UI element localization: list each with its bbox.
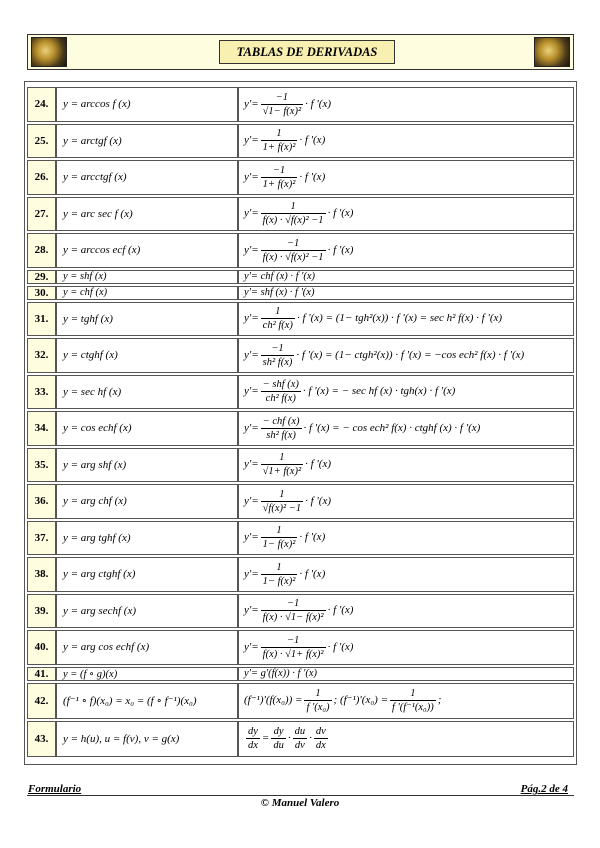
derivative-cell bbox=[238, 270, 574, 284]
fraction-denominator: dx bbox=[315, 740, 326, 751]
derivative-lhs: y'= bbox=[244, 640, 259, 653]
function-cell: y = arg chf (x) bbox=[56, 484, 238, 519]
derivative-rhs: · f '(x) bbox=[299, 170, 326, 183]
derivative-cell bbox=[238, 448, 574, 483]
derivative-rhs: · f '(x) bbox=[327, 243, 354, 256]
table-row bbox=[27, 302, 574, 337]
function-cell: y = arg tghf (x) bbox=[56, 521, 238, 556]
fraction bbox=[261, 488, 303, 515]
row-number: 24. bbox=[27, 87, 56, 122]
fraction-denominator: 1+ f(x)² bbox=[262, 142, 296, 154]
fraction-numerator: 1 bbox=[261, 127, 298, 141]
fraction-denominator: dv bbox=[294, 740, 305, 751]
fraction bbox=[261, 342, 295, 369]
fraction-denominator: f(x) · √1+ f(x)² bbox=[262, 648, 324, 660]
fraction-numerator: −1 bbox=[261, 342, 295, 356]
derivative-text: y'= chf (x) · f '(x) bbox=[244, 271, 316, 282]
fraction-denominator: f(x) · √f(x)² −1 bbox=[262, 251, 324, 263]
derivative-rhs: · f '(x) bbox=[299, 567, 326, 580]
function-cell: y = arctgf (x) bbox=[56, 124, 238, 159]
derivative-lhs: y'= bbox=[244, 134, 259, 147]
row-number: 43. bbox=[27, 721, 56, 757]
derivative-rhs: · f '(x) = − sec hf (x) · tgh(x) · f '(x) bbox=[302, 385, 456, 398]
fraction-denominator: 1− f(x)² bbox=[262, 539, 296, 551]
function-cell: y = (f ∘ g)(x) bbox=[56, 667, 238, 681]
table-row bbox=[27, 375, 574, 410]
fraction-numerator: −1 bbox=[261, 91, 303, 105]
row-number: 35. bbox=[27, 448, 56, 483]
fraction-numerator: 1 bbox=[261, 561, 298, 575]
fraction-numerator: −1 bbox=[261, 634, 326, 648]
fraction bbox=[261, 415, 302, 442]
fraction bbox=[390, 687, 436, 714]
fraction-numerator: dy bbox=[248, 726, 258, 737]
derivative-lhs: y'= bbox=[244, 458, 259, 471]
page-title bbox=[219, 40, 395, 64]
function-cell: y = arg sechf (x) bbox=[56, 594, 238, 629]
function-cell: y = arcctgf (x) bbox=[56, 160, 238, 195]
derivative-lhs: y'= bbox=[244, 421, 259, 434]
function-cell: y = ctghf (x) bbox=[56, 338, 238, 373]
table-row bbox=[27, 557, 574, 592]
derivative-lhs: y'= bbox=[244, 170, 259, 183]
derivative-rhs: · f '(x) bbox=[305, 97, 331, 110]
derivative-lhs: y'= bbox=[244, 567, 259, 580]
header-decoration-left bbox=[31, 37, 67, 67]
derivative-cell: $\frac{dy}{dx}$ = $\frac{dy}{du}$ · $\frac{du}{dv}$ · $\frac{dv}{dx}$ bbox=[238, 721, 574, 757]
derivative-cell bbox=[238, 302, 574, 337]
fraction-denominator: dx bbox=[248, 740, 258, 751]
table-row bbox=[27, 594, 574, 629]
fraction bbox=[261, 634, 326, 661]
derivative-rhs: · f '(x) bbox=[327, 640, 354, 653]
table-row bbox=[27, 338, 574, 373]
row-number: 40. bbox=[27, 630, 56, 665]
row-number: 41. bbox=[27, 667, 56, 681]
fraction-denominator: √1+ f(x)² bbox=[262, 466, 302, 478]
page-title-text: TABLAS DE DERIVADAS bbox=[236, 45, 378, 59]
footer-divider bbox=[27, 795, 574, 796]
fraction-numerator: dv bbox=[315, 726, 326, 737]
derivative-cell bbox=[238, 484, 574, 519]
derivative-cell bbox=[238, 521, 574, 556]
derivative-lhs: y'= bbox=[244, 312, 259, 325]
row-number: 34. bbox=[27, 411, 56, 446]
fraction-denominator: ch² f(x) bbox=[262, 320, 293, 332]
table-row bbox=[27, 521, 574, 556]
row-number: 26. bbox=[27, 160, 56, 195]
derivative-lhs: y'= bbox=[244, 604, 259, 617]
table-row bbox=[27, 270, 574, 284]
derivative-cell bbox=[238, 160, 574, 195]
fraction-numerator: 1 bbox=[261, 200, 326, 214]
derivatives-table-frame bbox=[24, 81, 577, 765]
table-row bbox=[27, 448, 574, 483]
fraction-numerator: − shf (x) bbox=[262, 379, 299, 391]
fraction-numerator: du bbox=[294, 726, 306, 737]
function-cell: y = tghf (x) bbox=[56, 302, 238, 337]
row-number: 25. bbox=[27, 124, 56, 159]
function-cell: y = h(u), u = f(v), v = g(x) bbox=[56, 721, 238, 757]
derivative-cell bbox=[238, 683, 574, 719]
table-row bbox=[27, 630, 574, 665]
row-number: 29. bbox=[27, 270, 56, 284]
derivative-cell bbox=[238, 338, 574, 373]
row-number: 38. bbox=[27, 557, 56, 592]
table-row bbox=[27, 233, 574, 268]
derivative-cell bbox=[238, 411, 574, 446]
fraction-numerator: 1 bbox=[261, 305, 295, 319]
table-row bbox=[27, 721, 574, 757]
table-row bbox=[27, 683, 574, 719]
derivative-rhs: · f '(x) = (1− ctgh²(x)) · f '(x) = −cos ech² f(x) · f '(x) bbox=[296, 348, 525, 361]
fraction bbox=[271, 725, 286, 752]
footer-page-number: Pág.2 de 4 bbox=[520, 783, 568, 795]
fraction-numerator: 1 bbox=[261, 488, 303, 502]
derivative-cell bbox=[238, 124, 574, 159]
derivative-cell bbox=[238, 594, 574, 629]
row-number: 37. bbox=[27, 521, 56, 556]
function-cell: y = sec hf (x) bbox=[56, 375, 238, 410]
fraction bbox=[293, 725, 308, 752]
fraction bbox=[304, 687, 331, 714]
derivative-cell bbox=[238, 197, 574, 232]
fraction-denominator: ch² f(x) bbox=[265, 393, 296, 405]
fraction bbox=[261, 561, 298, 588]
fraction-denominator: f(x) · √f(x)² −1 bbox=[262, 215, 324, 227]
row-number: 33. bbox=[27, 375, 56, 410]
function-cell: y = cos echf (x) bbox=[56, 411, 238, 446]
fraction-denominator: 1− f(x)² bbox=[262, 575, 296, 587]
footer-left: Formulario bbox=[28, 783, 82, 795]
table-row bbox=[27, 87, 574, 122]
function-cell: y = arg cos echf (x) bbox=[56, 630, 238, 665]
derivative-lhs: (f⁻¹)'(f(x₀)) = bbox=[244, 694, 303, 707]
table-row bbox=[27, 411, 574, 446]
table-row bbox=[27, 160, 574, 195]
fraction bbox=[314, 725, 328, 752]
derivative-cell bbox=[238, 87, 574, 122]
fraction-numerator: −1 bbox=[261, 237, 326, 251]
row-number: 32. bbox=[27, 338, 56, 373]
derivative-rhs-end: ; bbox=[437, 694, 442, 707]
fraction bbox=[261, 164, 298, 191]
derivative-rhs: · f '(x) bbox=[305, 494, 331, 507]
fraction-denominator: sh² f(x) bbox=[262, 356, 293, 368]
row-number: 31. bbox=[27, 302, 56, 337]
derivative-lhs: y'= bbox=[244, 348, 259, 361]
derivative-lhs: y'= bbox=[244, 97, 259, 110]
derivative-lhs: y'= bbox=[244, 494, 259, 507]
derivative-lhs: y'= bbox=[244, 531, 259, 544]
row-number: 28. bbox=[27, 233, 56, 268]
fraction-numerator: − chf (x) bbox=[262, 415, 300, 427]
derivative-text: y'= shf (x) · f '(x) bbox=[244, 287, 315, 298]
footer-author: © Manuel Valero bbox=[260, 797, 340, 809]
fraction-denominator: sh² f(x) bbox=[266, 429, 296, 441]
function-cell: y = arg ctghf (x) bbox=[56, 557, 238, 592]
derivative-rhs: · f '(x) bbox=[327, 207, 354, 220]
row-number: 42. bbox=[27, 683, 56, 719]
row-number: 36. bbox=[27, 484, 56, 519]
fraction bbox=[246, 725, 260, 752]
function-cell: y = arccos f (x) bbox=[56, 87, 238, 122]
fraction bbox=[261, 451, 303, 478]
function-cell: y = arccos ecf (x) bbox=[56, 233, 238, 268]
fraction bbox=[261, 237, 326, 264]
fraction bbox=[261, 127, 298, 154]
derivative-rhs: · f '(x) bbox=[305, 458, 331, 471]
derivative-rhs: · f '(x) bbox=[327, 604, 354, 617]
function-cell: y = shf (x) bbox=[56, 270, 238, 284]
fraction-numerator: dy bbox=[271, 725, 286, 739]
function-cell: y = arg shf (x) bbox=[56, 448, 238, 483]
page-header bbox=[27, 34, 574, 70]
fraction bbox=[261, 200, 326, 227]
table-row bbox=[27, 286, 574, 300]
derivative-lhs: y'= bbox=[244, 207, 259, 220]
derivative-rhs: · f '(x) = − cos ech² f(x) · ctghf (x) · f '(x) bbox=[303, 421, 481, 434]
fraction-numerator: 1 bbox=[390, 687, 436, 701]
derivative-cell bbox=[238, 233, 574, 268]
derivative-cell bbox=[238, 557, 574, 592]
derivative-text: y'= g'(f(x)) · f '(x) bbox=[244, 668, 317, 679]
fraction-denominator: f '(x₀) bbox=[306, 702, 330, 713]
fraction-denominator: f(x) · √1− f(x)² bbox=[262, 612, 324, 624]
derivative-cell bbox=[238, 630, 574, 665]
function-cell: y = arc sec f (x) bbox=[56, 197, 238, 232]
derivative-cell bbox=[238, 286, 574, 300]
fraction bbox=[261, 524, 298, 551]
fraction-numerator: 1 bbox=[304, 687, 331, 701]
derivatives-table bbox=[27, 85, 574, 759]
derivative-lhs: y'= bbox=[244, 385, 259, 398]
fraction bbox=[261, 91, 303, 118]
derivative-cell bbox=[238, 667, 574, 681]
fraction-numerator: 1 bbox=[261, 524, 298, 538]
function-cell: (f⁻¹ ∘ f)(x₀) = x₀ = (f ∘ f⁻¹)(x₀) bbox=[56, 683, 238, 719]
table-row bbox=[27, 484, 574, 519]
fraction-numerator: −1 bbox=[261, 164, 298, 178]
derivative-rhs: · f '(x) = (1− tgh²(x)) · f '(x) = sec h² f(x) · f '(x) bbox=[296, 312, 503, 325]
fraction bbox=[261, 305, 295, 332]
table-row bbox=[27, 197, 574, 232]
derivative-lhs: y'= bbox=[244, 243, 259, 256]
fraction bbox=[261, 378, 301, 405]
equals-sign: = bbox=[261, 732, 270, 745]
fraction-denominator: f '(f⁻¹(x₀)) bbox=[392, 702, 434, 713]
fraction-denominator: √f(x)² −1 bbox=[262, 502, 302, 514]
fraction-denominator: 1+ f(x)² bbox=[262, 178, 296, 190]
row-number: 27. bbox=[27, 197, 56, 232]
header-decoration-right bbox=[534, 37, 570, 67]
function-cell: y = chf (x) bbox=[56, 286, 238, 300]
row-number: 30. bbox=[27, 286, 56, 300]
derivative-rhs: · f '(x) bbox=[299, 134, 326, 147]
fraction bbox=[261, 597, 326, 624]
table-row bbox=[27, 124, 574, 159]
derivative-rhs: · f '(x) bbox=[299, 531, 326, 544]
derivative-cell bbox=[238, 375, 574, 410]
fraction-numerator: 1 bbox=[261, 451, 303, 465]
row-number: 39. bbox=[27, 594, 56, 629]
fraction-numerator: −1 bbox=[261, 597, 326, 611]
table-row bbox=[27, 667, 574, 681]
derivative-rhs: ; (f⁻¹)'(x₀) = bbox=[333, 694, 388, 707]
fraction-denominator: du bbox=[273, 740, 284, 751]
fraction-denominator: √1− f(x)² bbox=[262, 105, 302, 117]
